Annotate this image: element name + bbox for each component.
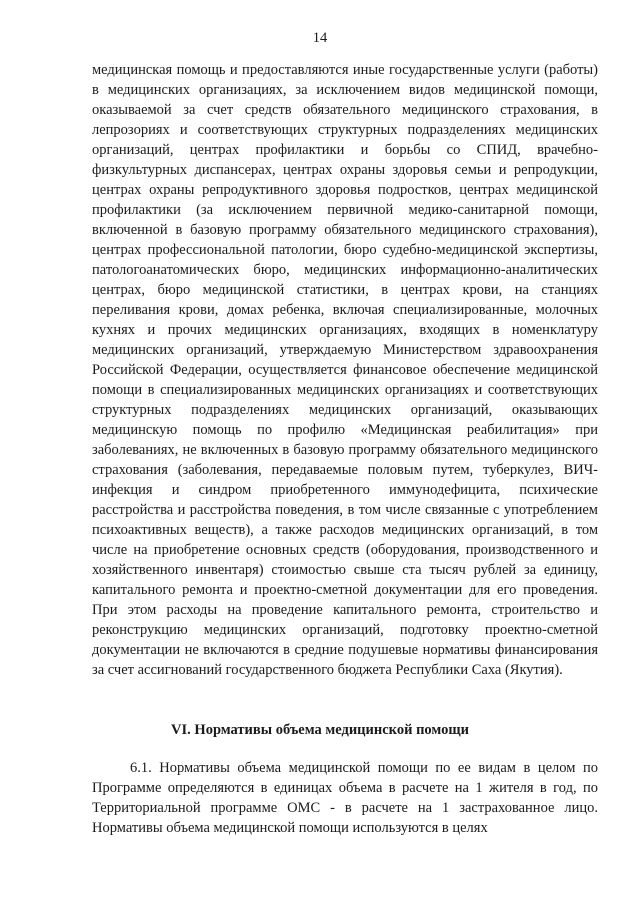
body-paragraph-2: 6.1. Нормативы объема медицинской помощи по ее видам в целом по Программе определяются в единицах объема в расчете на 1 жителя в год, по Территориальной программе ОМС - в расчете на 1 застрахованное лицо. Нормативы объема медицинской помощи используются в целях (92, 760, 598, 836)
section-heading: VI. Нормативы объема медицинской помощи (171, 722, 469, 738)
page-number: 14 (312, 30, 328, 46)
body-paragraph-1: медицинская помощь и предоставляются иные государственные услуги (работы) в медицинских организациях, за исключением видов медицинской помощи, оказываемой за счет средств обязательного медицинского страхования, в лепрозориях и соответствующих структурных подразделениях медицинских организаций, центрах профилактики и борьбы со СПИД, врачебно-физкультурных диспансерах, центрах охраны здоровья семьи и репродукции, центрах охраны репродуктивного здоровья подростков, центрах медицинской профилактики (за исключением первичной медико-санитарной помощи, включенной в базовую программу обязательного медицинского страхования), центрах профессиональной патологии, бюро судебно-медицинской экспертизы, патологоанатомических бюро, медицинских информационно-аналитических центрах, бюро медицинской статистики, в центрах крови, на станциях переливания крови, домах ребенка, включая специализированные, молочных кухнях и прочих медицинских организациях, входящих в номенклатуру медицинских организаций, утверждаемую Министерством здравоохранения Российской Федерации, осуществляется финансовое обеспечение медицинской помощи в специализированных медицинских организациях и соответствующих структурных подразделениях медицинских организаций, оказывающих медицинскую помощь по профилю «Медицинская реабилитация» при заболеваниях, не включенных в базовую программу обязательного медицинского страхования (заболевания, передаваемые половым путем, туберкулез, ВИЧ-инфекция и синдром приобретенного иммунодефицита, психические расстройства и расстройства поведения, в том числе связанные с употреблением психоактивных веществ), а также расходов медицинских организаций, в том числе на приобретение основных средств (оборудования, производственного и хозяйственного инвентаря) стоимостью свыше ста тысяч рублей за единицу, капитального ремонта и проектно-сметной документации для его проведения. При этом расходы на проведение капитального ремонта, строительство и реконструкцию медицинских организаций, подготовку проектно-сметной документации не включаются в средние подушевые нормативы финансирования за счет ассигнований государственного бюджета Республики Саха (Якутия). (92, 62, 598, 678)
